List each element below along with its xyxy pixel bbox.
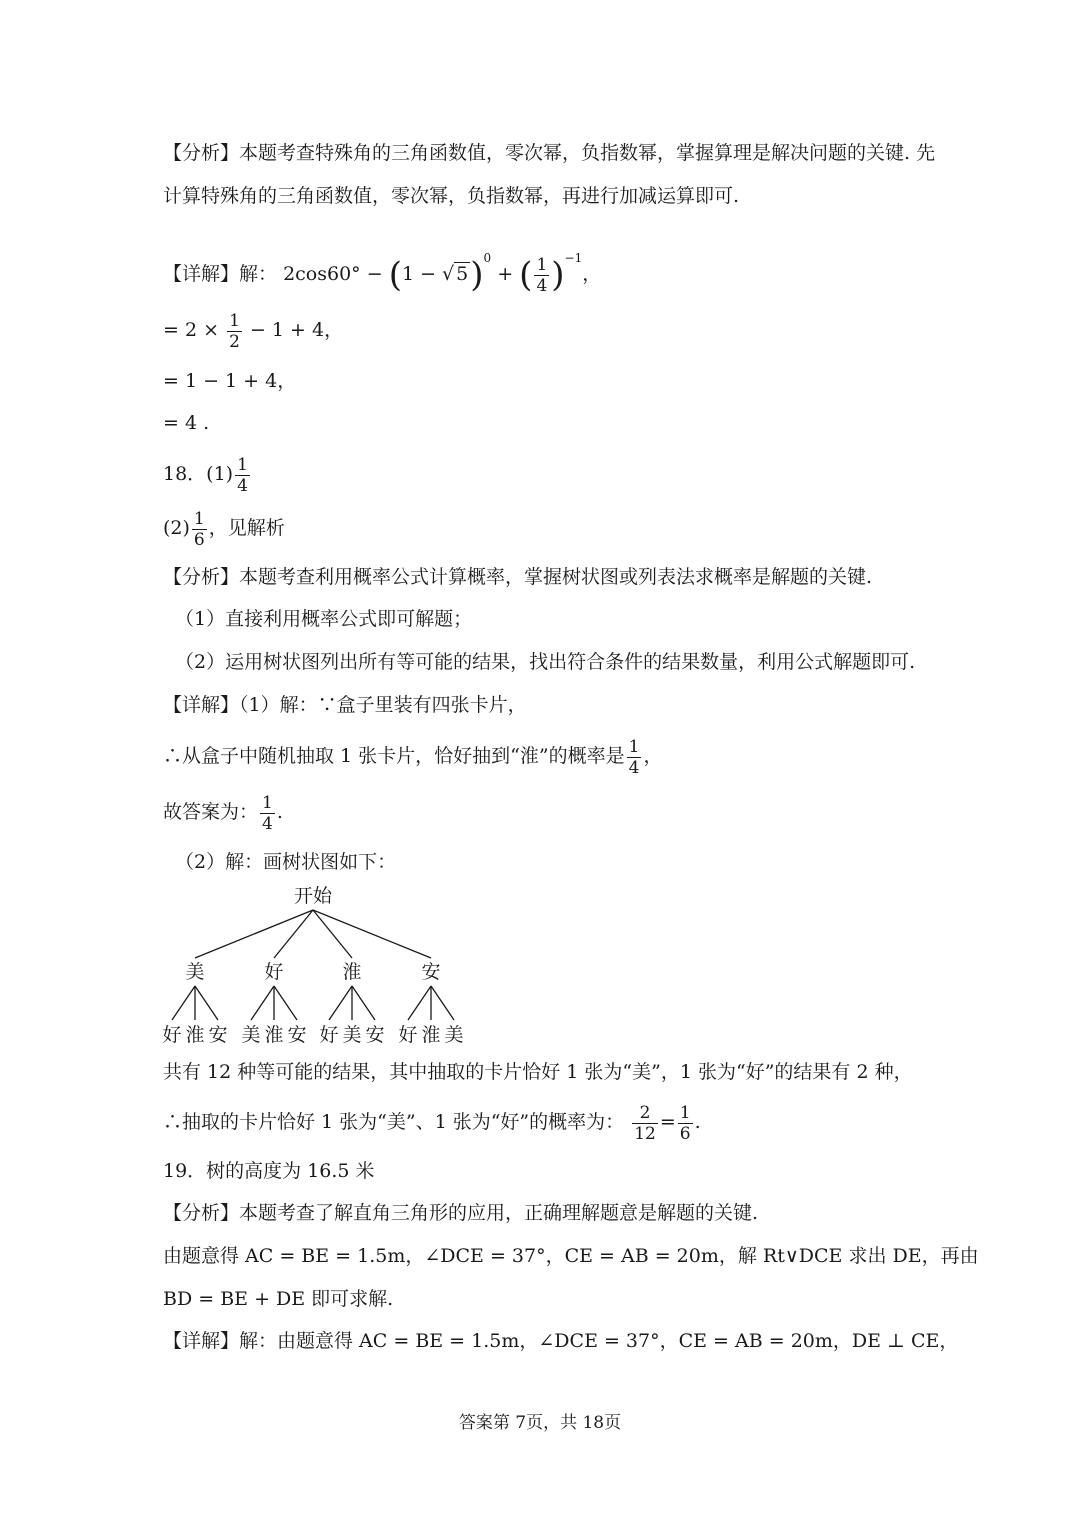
page-footer: 答案第 7页，共 18页 <box>458 1413 622 1433</box>
q17-analysis-line2: 计算特殊角的三角函数值，零次幂，负指数幂，再进行加减运算即可. <box>163 185 740 207</box>
detail-intro: 解： <box>239 263 278 285</box>
fraction-denominator: 2 <box>229 331 240 352</box>
detail2-text: ∴从盒子中随机抽取 1 张卡片，恰好抽到“淮”的概率是 <box>163 745 625 767</box>
expr-fraction <box>534 255 549 296</box>
tree-leaf: 美 <box>342 1024 362 1046</box>
tree-leaf: 淮 <box>421 1024 441 1046</box>
q19-line2: BD = BE + DE 即可求解. <box>163 1288 394 1310</box>
equals-sign: = <box>659 1111 676 1133</box>
exponent-zero: 0 <box>483 251 492 265</box>
sqrt-value: 5 <box>456 263 469 285</box>
q17-step1 <box>163 308 343 352</box>
fraction-numerator: 1 <box>237 454 248 475</box>
detail-tag: 【详解】 <box>163 694 240 716</box>
fraction-numerator: 1 <box>262 792 273 813</box>
fraction-numerator: 1 <box>536 254 548 275</box>
answer-fraction <box>235 455 250 496</box>
fraction-denominator: 4 <box>628 757 640 778</box>
expr-part-a: 2cos60° − <box>283 263 383 285</box>
tree-leaf: 好 <box>162 1024 182 1046</box>
tree-leaf: 淮 <box>185 1024 205 1046</box>
step1-post: − 1 + 4， <box>249 319 344 341</box>
q18-result: 共有 12 种等可能的结果，其中抽取的卡片恰好 1 张为“美”，1 张为“好”的结果有 2 种， <box>163 1061 913 1083</box>
detail2-fraction <box>627 737 642 778</box>
tree-leaf: 好 <box>319 1024 339 1046</box>
q19-line1: 由题意得 AC = BE = 1.5m，∠DCE = 37°，CE = AB = 20m，解 Rt∨DCE 求出 DE，再由 <box>163 1245 979 1267</box>
fraction-denominator: 4 <box>262 813 273 834</box>
analysis-text: 本题考查特殊角的三角函数值，零次幂，负指数幂，掌握算理是解决问题的关键. 先 <box>239 142 936 164</box>
q19-analysis <box>163 1200 758 1226</box>
fraction-numerator: 2 <box>639 1102 651 1123</box>
step1-fraction <box>227 311 242 352</box>
tree-leaf: 安 <box>365 1024 385 1046</box>
fraction-numerator: 1 <box>628 736 640 757</box>
tree-leaf: 好 <box>398 1024 418 1046</box>
tree-leaf: 淮 <box>264 1024 284 1046</box>
analysis-tag: 【分析】 <box>163 142 240 164</box>
q19-answer: 19．树的高度为 16.5 米 <box>163 1160 375 1182</box>
q18-point1: （1）直接利用概率公式即可解题； <box>175 608 473 630</box>
q18-detail3 <box>163 790 283 834</box>
right-paren: ) <box>470 255 484 295</box>
probability-fraction-2 <box>678 1103 693 1144</box>
tree-node-level1: 淮 <box>342 961 362 983</box>
q18-answer-1 <box>163 452 252 496</box>
tree-node-level1: 美 <box>185 961 205 983</box>
expr-part-b: 1 − <box>401 263 443 285</box>
tree-leaf: 安 <box>208 1024 228 1046</box>
fraction-denominator: 6 <box>679 1123 691 1144</box>
tree-leaf: 安 <box>287 1024 307 1046</box>
tree-leaf: 美 <box>444 1024 464 1046</box>
answer-label: (2) <box>163 517 190 539</box>
q19-detail <box>163 1328 958 1354</box>
right-paren-2: ) <box>551 255 565 295</box>
q18-detail1 <box>163 692 527 718</box>
probability-fraction-1 <box>632 1103 658 1144</box>
fraction-denominator: 12 <box>634 1123 656 1144</box>
tree-leaf-branches <box>172 986 454 1020</box>
tree-root: 开始 <box>293 885 333 907</box>
analysis-tag: 【分析】 <box>163 566 240 588</box>
analysis-tag: 【分析】 <box>163 1202 240 1224</box>
detail3-fraction <box>260 793 275 834</box>
fraction-denominator: 4 <box>536 275 548 296</box>
answer-post: ，见解析 <box>208 517 285 539</box>
answer-label: 18．(1) <box>163 463 234 485</box>
q17-step2: = 1 − 1 + 4， <box>163 370 297 392</box>
tree-root-branches <box>195 910 431 958</box>
q18-point2: （2）运用树状图列出所有等可能的结果，找出符合条件的结果数量，利用公式解题即可. <box>175 651 916 673</box>
detail-text: 解：由题意得 AC = BE = 1.5m，∠DCE = 37°，CE = AB = 20m，DE ⊥ CE， <box>239 1330 959 1352</box>
detail-text: （1）解：∵盒子里装有四张卡片， <box>239 694 527 716</box>
fraction-denominator: 6 <box>193 529 205 550</box>
left-paren-2: ( <box>519 255 533 295</box>
answer-fraction <box>192 509 207 550</box>
q18-analysis <box>163 564 872 590</box>
fraction-denominator: 4 <box>237 475 248 496</box>
analysis-text: 本题考查了解直角三角形的应用，正确理解题意是解题的关键. <box>239 1202 759 1224</box>
detail-tag: 【详解】 <box>163 1330 240 1352</box>
q17-step3: = 4 . <box>163 412 210 434</box>
q18-probability <box>163 1100 701 1144</box>
tree-node-level1: 安 <box>421 961 441 983</box>
fraction-numerator: 1 <box>193 508 205 529</box>
q18-detail2 <box>163 734 662 778</box>
tree-leaf: 美 <box>241 1024 261 1046</box>
q18-detail4: （2）解：画树状图如下： <box>175 851 397 873</box>
plus-sign: + <box>497 263 514 285</box>
probability-post: . <box>694 1111 701 1133</box>
probability-tree-diagram <box>150 880 480 1050</box>
fraction-numerator: 1 <box>679 1102 691 1123</box>
expr-end: ， <box>582 263 602 285</box>
probability-text: ∴抽取的卡片恰好 1 张为“美”、1 张为“好”的概率为： <box>163 1111 625 1133</box>
q17-detail-expression: 【详解】解： 2cos60° − (1 − √ 5)$^0$ + ( $\frac{1}{4}$ )$^{-1}$， <box>163 251 602 296</box>
exponent-negative: −1 <box>564 251 583 265</box>
detail3-post: . <box>276 801 283 823</box>
step1-pre: = 2 × <box>163 319 220 341</box>
q17-analysis-line1 <box>163 140 935 166</box>
detail3-text: 故答案为： <box>163 801 259 823</box>
fraction-numerator: 1 <box>229 310 240 331</box>
detail-tag: 【详解】 <box>163 263 240 285</box>
analysis-text: 本题考查利用概率公式计算概率，掌握树状图或列表法求概率是解题的关键. <box>239 566 873 588</box>
detail2-post: ， <box>643 745 663 767</box>
tree-node-level1: 好 <box>264 961 284 983</box>
left-paren: ( <box>388 255 402 295</box>
q18-answer-2 <box>163 506 285 550</box>
